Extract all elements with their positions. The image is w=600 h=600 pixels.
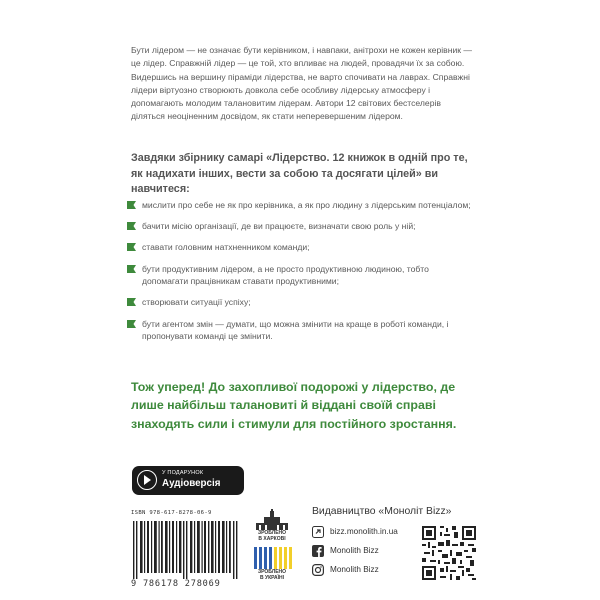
publisher-name: Видавництво «Моноліт Bizz» (312, 506, 452, 517)
audiobook-gift-badge[interactable] (132, 466, 244, 495)
link-icon (312, 526, 324, 538)
audio-version-label: Аудіоверсія (162, 478, 221, 489)
publisher-contacts (312, 526, 422, 583)
kharkiv-badge-line2: В ХАРКОВІ (258, 535, 286, 542)
made-in-ukraine-badge (250, 547, 294, 587)
facebook-text: Monolith Bizz (330, 546, 379, 555)
list-item: бачити місію організації, де ви працюєте, визначати свою роль у ній; (127, 220, 477, 233)
skills-list (127, 199, 477, 343)
contact-instagram[interactable] (312, 564, 422, 583)
contact-website[interactable] (312, 526, 422, 545)
list-item: мислити про себе не як про керівника, а як про людину з лідерським потенціалом; (127, 199, 477, 212)
website-text: bizz.monolith.in.ua (330, 527, 398, 536)
list-item: ставати головним натхненником команди; (127, 241, 477, 254)
list-item: створювати ситуації успіху; (127, 296, 477, 309)
facebook-icon (312, 545, 324, 557)
isbn-text: ISBN 978-617-8278-06-9 (131, 510, 212, 516)
made-in-kharkiv-badge (250, 509, 294, 545)
list-item: бути продуктивним лідером, а не просто продуктивною людиною, тобто допомагати працівникам ставати продуктивними; (127, 263, 477, 288)
kharkiv-building-icon (250, 509, 294, 531)
flag-bullet-icon (127, 298, 136, 306)
ukraine-badge-line1: ЗРОБЛЕНО (257, 569, 287, 575)
qr-code-icon[interactable] (422, 526, 476, 580)
lead-paragraph: Завдяки збірнику самарі «Лідерство. 12 книжок в одній про те, як надихати інших, вести за собою та досягати цілей» ви навчитеся: (131, 152, 468, 196)
flag-bullet-icon (127, 320, 136, 328)
outro-slogan: Тож уперед! До захопливої подорожі у лідерство, де лише найбільш талановиті й віддані своїй справі знаходять сили і стимули для постійного зростання. (131, 380, 457, 431)
barcode-icon (131, 521, 239, 579)
ukraine-badge-line2: В УКРАЇНІ (259, 574, 285, 581)
flag-bullet-icon (127, 265, 136, 273)
play-icon (137, 470, 157, 490)
list-item: бути агентом змін — думати, що можна змінити на краще в роботі команди, і пропонувати команді це змінити. (127, 318, 477, 343)
instagram-icon (312, 564, 324, 576)
flag-bullet-icon (127, 243, 136, 251)
kharkiv-badge-line1: ЗРОБЛЕНО (257, 530, 287, 536)
contact-facebook[interactable] (312, 545, 422, 564)
instagram-text: Monolith Bizz (330, 565, 379, 574)
audio-gift-label: У ПОДАРУНОК (162, 470, 204, 476)
barcode-block (131, 510, 239, 590)
ean-number: 9 786178 278069 (131, 579, 221, 589)
intro-paragraph: Бути лідером — не означає бути керівником, і навпаки, анітрохи не кожен керівник — це лідер. Справжній лідер — це той, хто впливає на людей, провадячи їх за собою. Видершись на вершину піраміди лідерства, не варто спочивати на лаврах. Справжні лідери віртуозно створюють довкола себе особливу лідерську атмосферу і допомагають молодим талановитим лідерам. Автори 12 світових бестселерів діляться неоціненним досвідом, як стати неперевершеним лідером. (131, 45, 473, 122)
ukraine-stripes-icon (250, 547, 294, 569)
flag-bullet-icon (127, 201, 136, 209)
flag-bullet-icon (127, 222, 136, 230)
